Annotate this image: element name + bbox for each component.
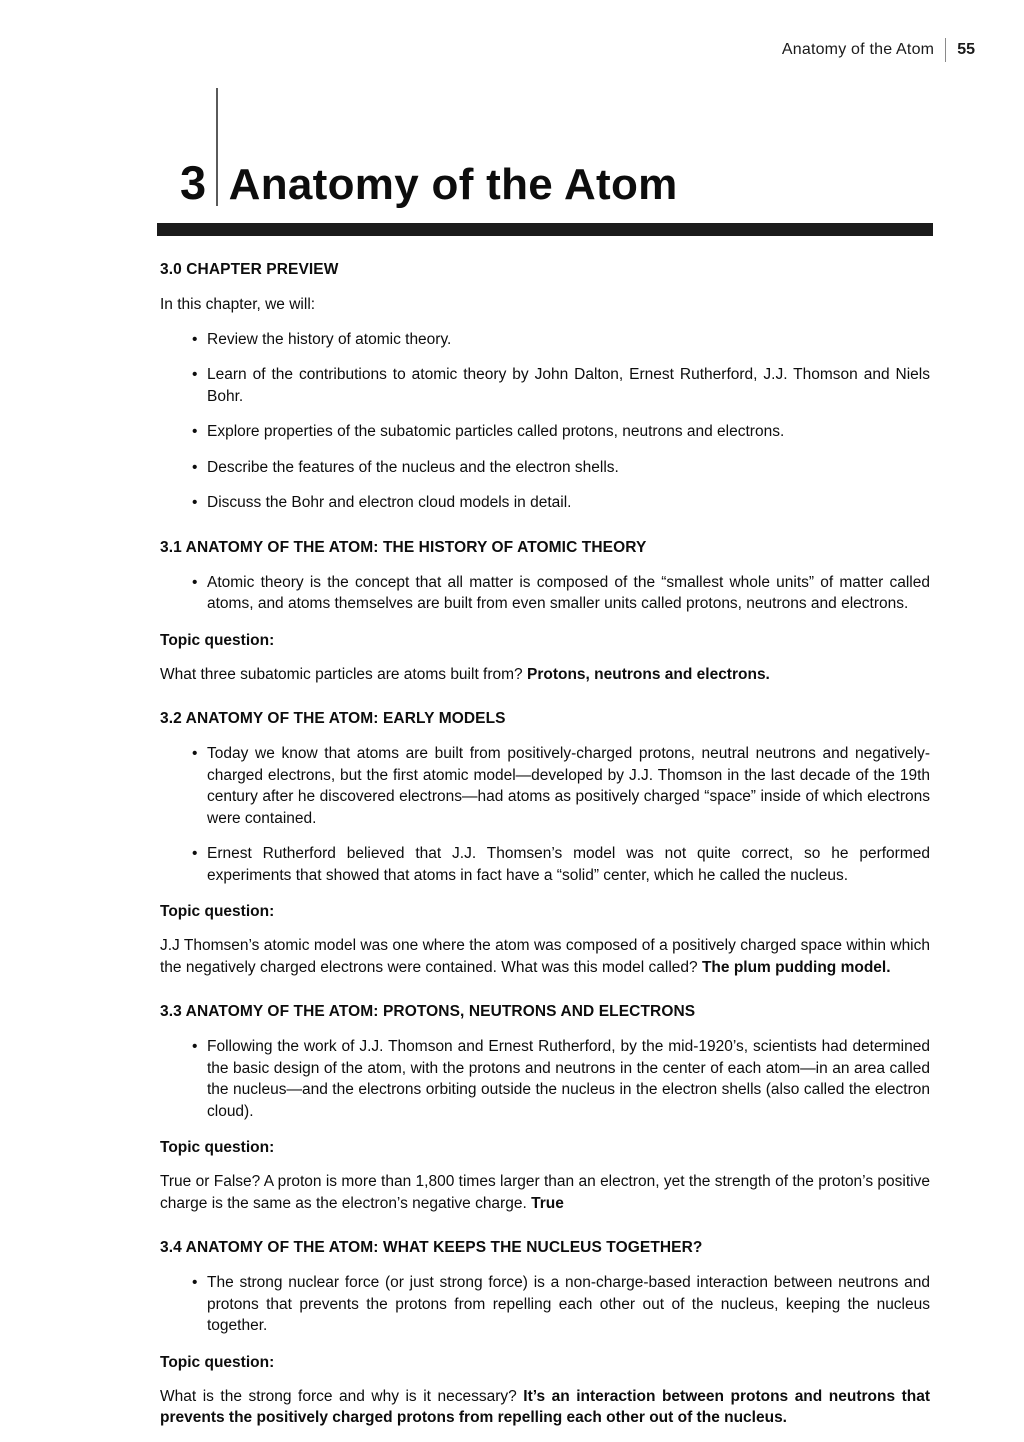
- page-number: 55: [957, 41, 975, 58]
- bullet-list: [160, 1036, 930, 1122]
- topic-question-label: Topic question:: [160, 631, 275, 649]
- section-heading: 3.3 ANATOMY OF THE ATOM: PROTONS, NEUTRONS AND ELECTRONS: [160, 1003, 696, 1020]
- bullet-item: • Review the history of atomic theory.: [207, 329, 930, 351]
- section-3-1: [160, 539, 930, 686]
- page-content: [160, 0, 930, 1442]
- topic-question-label: Topic question:: [160, 1353, 275, 1371]
- chapter-title: Anatomy of the Atom: [228, 160, 678, 210]
- bullet-item: • Describe the features of the nucleus and the electron shells.: [207, 457, 930, 479]
- bullet-item: • Ernest Rutherford believed that J.J. Thomsen’s model was not quite correct, so he performed experiments that showed that atoms in fact have a “solid” center, which he called the nucleus.: [207, 843, 930, 886]
- answer-text: It’s an interaction between protons and neutrons that prevents the positively charged protons from repelling each other out of the nucleus.: [160, 1387, 930, 1426]
- bullet-item: • Discuss the Bohr and electron cloud models in detail.: [207, 492, 930, 514]
- bullet-item: • Explore properties of the subatomic particles called protons, neutrons and electrons.: [207, 421, 930, 443]
- bullet-item: • Following the work of J.J. Thomson and Ernest Rutherford, by the mid-1920’s, scientists had determined the basic design of the atom, with the protons and neutrons in the center of each atom—in an area called the nucleus—and the electrons orbiting outside the nucleus in the electron shells (also called the electron cloud).: [207, 1036, 930, 1122]
- question-text: What three subatomic particles are atoms built from?: [160, 665, 523, 683]
- section-heading: 3.0 CHAPTER PREVIEW: [160, 261, 339, 278]
- bullet-item: • The strong nuclear force (or just strong force) is a non-charge-based interaction between neutrons and protons that prevents the protons from repelling each other out of the nucleus, keeping the nucleus together.: [207, 1272, 930, 1337]
- running-title: Anatomy of the Atom: [781, 41, 935, 58]
- bullet-list: [160, 572, 930, 615]
- bullet-item: • Today we know that atoms are built from positively-charged protons, neutral neutrons and negatively-charged electrons, but the first atomic model—developed by J.J. Thomson in the last decade of the 19th century after he discovered electrons—had atoms as positively charged “space” inside of which electrons were contained.: [207, 743, 930, 829]
- chapter-heading: [180, 88, 930, 210]
- answer-text: Protons, neutrons and electrons.: [527, 665, 770, 683]
- topic-question: [160, 935, 930, 978]
- chapter-title-rule: [216, 88, 218, 206]
- section-heading: 3.4 ANATOMY OF THE ATOM: WHAT KEEPS THE NUCLEUS TOGETHER?: [160, 1239, 703, 1256]
- answer-text: The plum pudding model.: [701, 958, 891, 976]
- section-intro: In this chapter, we will:: [160, 296, 316, 313]
- topic-question: [160, 1171, 930, 1214]
- section-3-0: [160, 261, 930, 514]
- bullet-item: • Atomic theory is the concept that all matter is composed of the “smallest whole units” of matter called atoms, and atoms themselves are built from even smaller units called protons, neutrons and electrons.: [207, 572, 930, 615]
- section-3-4: [160, 1239, 930, 1429]
- section-3-2: [160, 710, 930, 978]
- question-text: True or False? A proton is more than 1,800 times larger than an electron, yet the strength of the proton’s positive charge is the same as the electron’s negative charge.: [160, 1173, 930, 1212]
- question-text: What is the strong force and why is it necessary?: [160, 1387, 517, 1405]
- answer-text: True: [531, 1194, 564, 1212]
- chapter-title-bar: [157, 223, 933, 236]
- bullet-item: • Learn of the contributions to atomic theory by John Dalton, Ernest Rutherford, J.J. Thomson and Niels Bohr.: [207, 364, 930, 407]
- bullet-list: [160, 329, 930, 514]
- section-heading: 3.1 ANATOMY OF THE ATOM: THE HISTORY OF ATOMIC THEORY: [160, 538, 647, 556]
- topic-question: [160, 1386, 930, 1429]
- header-divider: [945, 38, 946, 62]
- topic-question-label: Topic question:: [160, 1139, 275, 1156]
- question-text: J.J Thomsen’s atomic model was one where the atom was composed of a positively charged space within which the negatively charged electrons were contained. What was this model called?: [160, 937, 930, 976]
- section-3-3: [160, 1003, 930, 1214]
- chapter-number: 3: [180, 156, 207, 210]
- bullet-list: [160, 743, 930, 886]
- topic-question-label: Topic question:: [160, 903, 275, 920]
- bullet-list: [160, 1272, 930, 1337]
- topic-question: [160, 664, 930, 686]
- section-heading: 3.2 ANATOMY OF THE ATOM: EARLY MODELS: [160, 710, 506, 727]
